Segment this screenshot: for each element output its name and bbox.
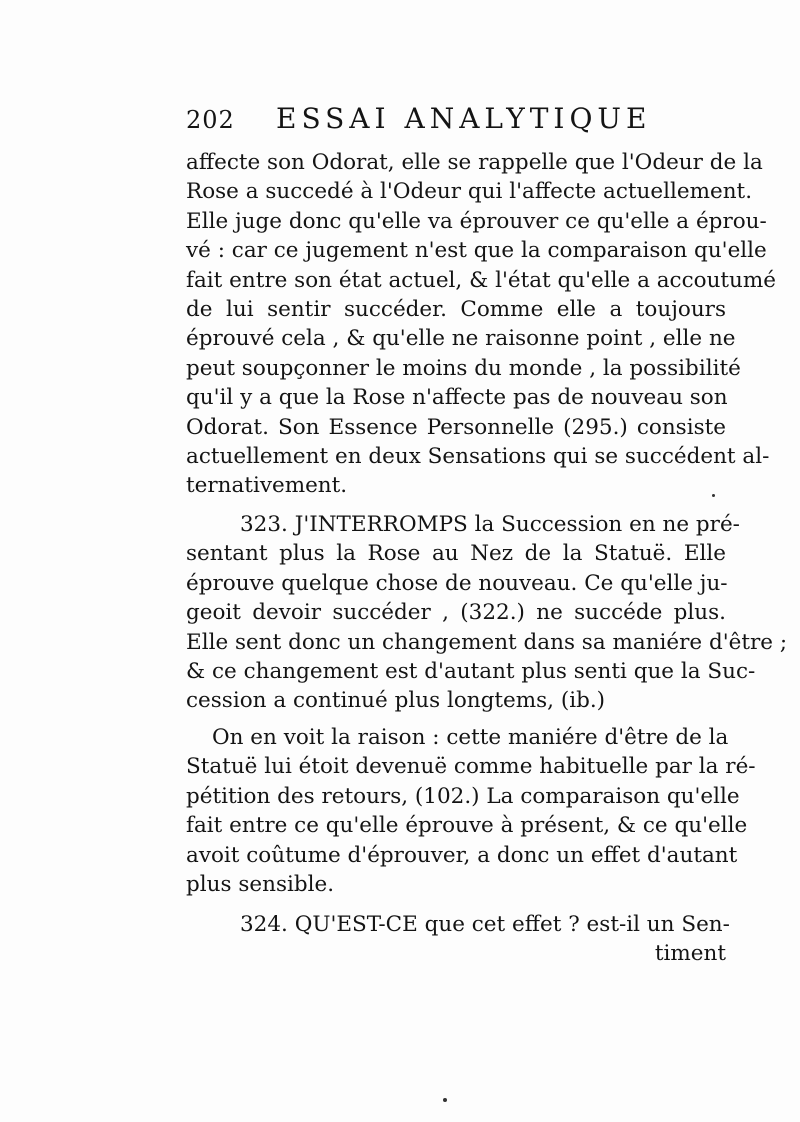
text-line: Odorat. Son Essence Personnelle (295.) consiste xyxy=(186,414,726,440)
text-line: de lui sentir succéder. Comme elle a toujours xyxy=(186,296,726,322)
text-line: plus sensible. xyxy=(186,871,335,897)
text-line: ternativement. xyxy=(186,473,348,499)
catchword: timent xyxy=(654,941,726,967)
text-line: fait entre ce qu'elle éprouve à présent, & ce qu'elle xyxy=(186,813,748,839)
text-line: sentant plus la Rose au Nez de la Statuë. Elle xyxy=(186,541,726,567)
text-line: Rose a succedé à l'Odeur qui l'affecte actuellement. xyxy=(186,179,753,205)
text-line: pétition des retours, (102.) La comparaison qu'elle xyxy=(186,783,740,809)
text-line: geoit devoir succéder , (322.) ne succéde plus. xyxy=(186,600,726,626)
text-line: avoit coûtume d'éprouver, a donc un effet d'autant xyxy=(186,842,738,868)
ink-speck xyxy=(712,494,715,497)
paragraph-323-explanation xyxy=(186,723,756,899)
text-line: fait entre son état actuel, & l'état qu'elle a accoutumé xyxy=(186,267,777,293)
text-line: qu'il y a que la Rose n'affecte pas de nouveau son xyxy=(186,385,728,411)
text-line: 323. J'INTERROMPS la Succession en ne pré- xyxy=(240,512,740,537)
text-line: cession a continué plus longtems, (ib.) xyxy=(186,688,606,714)
text-line: affecte son Odorat, elle se rappelle que l'Odeur de la xyxy=(186,150,763,175)
running-title: ESSAI ANALYTIQUE xyxy=(276,102,652,135)
text-line: On en voit la raison : cette maniére d'être de la xyxy=(212,725,729,750)
text-line: Elle sent donc un changement dans sa maniére d'être ; xyxy=(186,629,788,655)
text-line: éprouve quelque chose de nouveau. Ce qu'elle ju- xyxy=(186,570,728,596)
text-line: 324. QU'EST-CE que cet effet ? est-il un Sen- xyxy=(240,912,730,937)
text-line: actuellement en deux Sensations qui se succédent al- xyxy=(186,443,770,469)
paragraph-322-continuation xyxy=(186,148,777,501)
text-line: vé : car ce jugement n'est que la comparaison qu'elle xyxy=(186,238,767,264)
text-line: & ce changement est d'autant plus senti que la Suc- xyxy=(186,658,756,684)
text-line: Elle juge donc qu'elle va éprouver ce qu'elle a éprou- xyxy=(186,208,767,234)
page-number: 202 xyxy=(186,106,235,134)
ink-speck xyxy=(443,1098,447,1102)
page-header xyxy=(186,100,726,140)
paragraph-323 xyxy=(186,510,788,716)
paragraph-324 xyxy=(186,910,730,969)
text-line: éprouvé cela , & qu'elle ne raisonne point , elle ne xyxy=(186,326,736,352)
text-line: peut soupçonner le moins du monde , la possibilité xyxy=(186,355,741,381)
text-line: Statuë lui étoit devenuë comme habituelle par la ré- xyxy=(186,754,756,780)
